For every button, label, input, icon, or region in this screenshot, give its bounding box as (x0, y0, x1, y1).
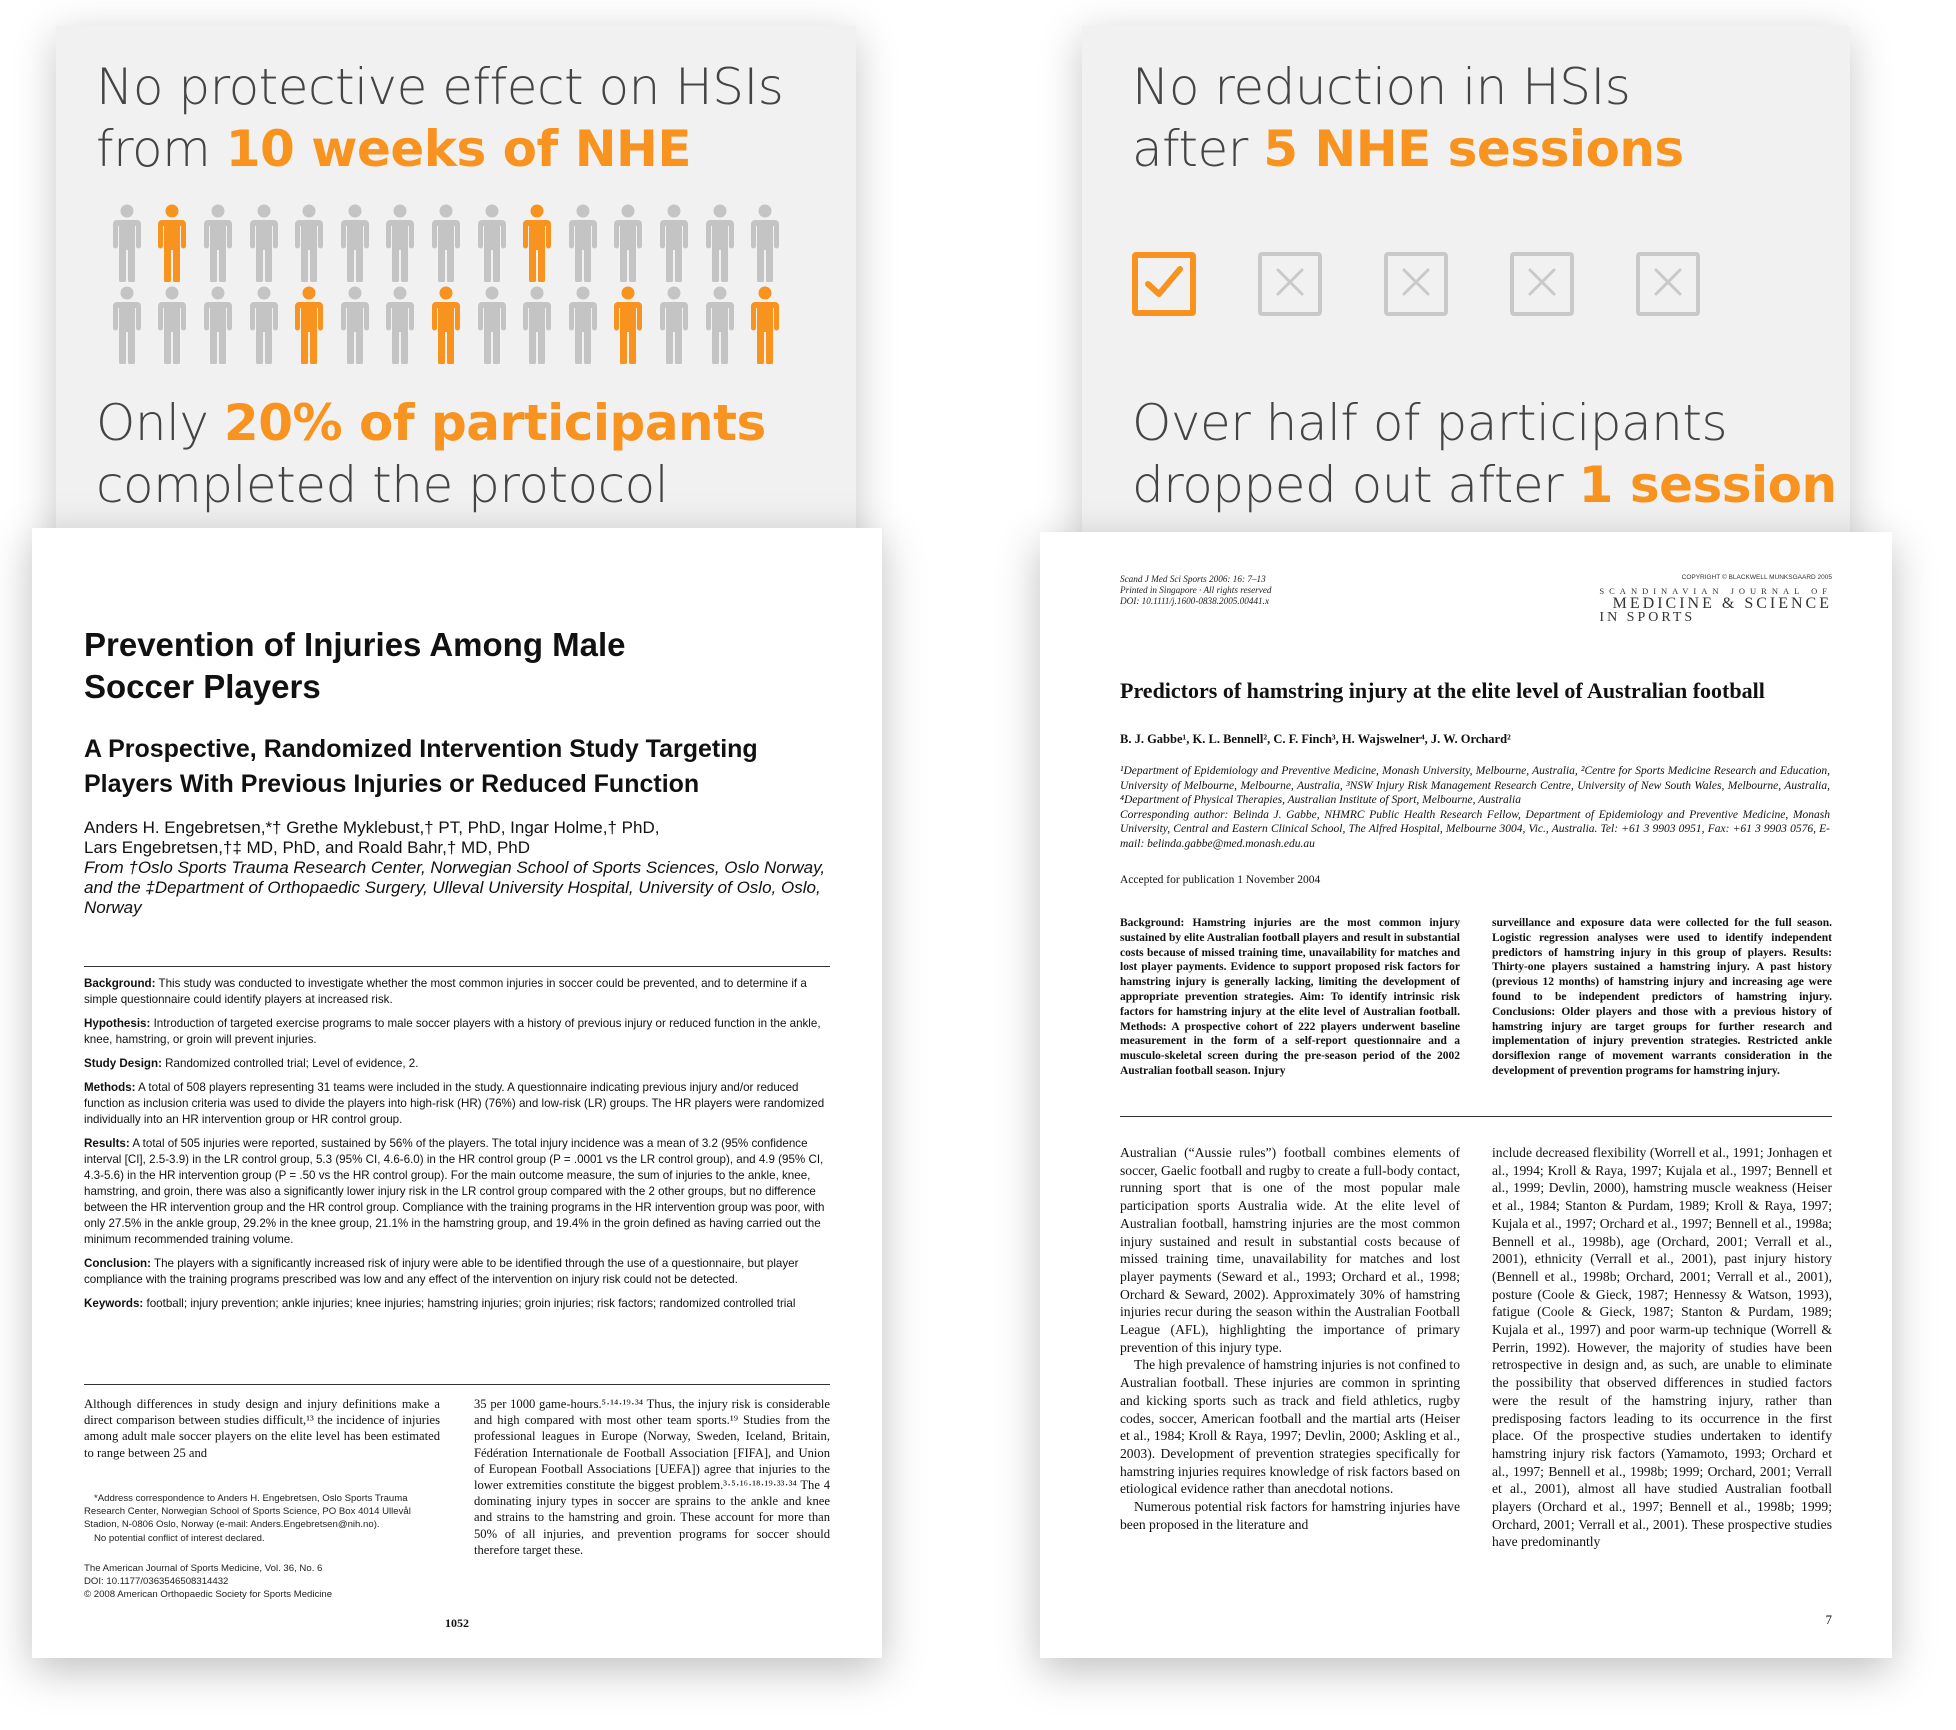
person-icon (514, 286, 560, 366)
person-icon (378, 204, 424, 284)
journal-line3: DOI: 10.1111/j.1600-0838.2005.00441.x (1120, 596, 1270, 606)
logo-line3: IN SPORTS (1599, 610, 1696, 625)
person-icon (104, 204, 150, 284)
left-headline-line2 (96, 118, 783, 180)
abstract-text: Randomized controlled trial; Level of evidence, 2. (161, 1057, 419, 1070)
paper-predictors-hamstring (1040, 532, 1892, 1658)
person-icon (195, 286, 241, 366)
cross-icon (1648, 262, 1688, 307)
journal-line2: Printed in Singapore · All rights reserved (1120, 585, 1272, 595)
corresponding-author: Corresponding author: Belinda J. Gabbe, NHMRC Public Health Research Fellow, Department of Epidemiology and Preventive Medicine, Monash University, Central and Eastern Clinical School, The Alfred Hospital, Melbourne 3004, Vic., Australia. Tel: +61 3 9903 0951, Fax: +61 3 9903 0576, E-mail: belinda.gabbe@med.monash.edu.au (1120, 808, 1830, 850)
person-icon (606, 204, 652, 284)
paper-left-page-number: 1052 (445, 1616, 469, 1630)
right-sub-line1: Over half of participants (1132, 394, 1727, 452)
paper-right-abstract-col1: Background: Hamstring injuries are the most common injury sustained by elite Australian football players and result in substantial costs because of missed training time, unavailability for matches and lost player payments. Evidence to support proposed risk factors for hamstring injury is generally lacking, limiting the development of appropriate prevention strategies. Aim: To identify intrinsic risk factors for hamstring injury at the elite level of Australian football. Methods: A prospective cohort of 222 players underwent baseline measurement in the form of a self-report questionnaire and a musculo-skeletal screen during the pre-season period of the 2002 Australian football season. Injury (1120, 917, 1460, 1077)
body-col1-para1: Australian (“Aussie rules”) football combines elements of soccer, Gaelic football and rugby to create a full-body contact, running sport that is one of the most popular male participation sports Australia wide. At the elite level of Australian football, hamstring injuries are the most common injury sustained and result in substantial costs because of missed training time, unavailability for matches and lost player payments (Seward et al., 1993; Orchard et al., 1998; Orchard & Seward, 2002). Approximately 30% of hamstring injuries recur during the season within the Australian Football League (AFL), highlighting the importance of primary prevention of this injury type. (1120, 1145, 1460, 1355)
paper-left-footnote: *Address correspondence to Anders H. Engebretsen, Oslo Sports Trauma Research Center, Norwegian School of Sports Science, PO Box 4014 Ullevål Stadion, N-0806 Oslo, Norway (e-mail: Anders.Engebretsen@nih.no). (84, 1493, 411, 1530)
paper-left-authors (84, 818, 844, 918)
abstract-text: A total of 505 injuries were reported, sustained by 56% of the players. The total injury incidence was a mean of 3.2 (95% confidence interval [CI], 2.5-3.9) in the LR control group, 5.3 (95% CI, 4.6-6.0) in the HR control group (P = .0001 vs the LR control group), and 4.9 (95% CI, 4.3-5.6) in the HR intervention group (P = .50 vs the HR control group). For the main outcome measure, the sum of injuries to the ankle, knee, hamstring, and groin, there was also a significantly lower injury risk in the LR control group compared with the 2 other groups, but no difference between the HR intervention group and the HR control group. Compliance with the training programs in the HR intervention group was poor, with only 27.5% in the ankle group, 29.2% in the knee group, 21.1% in the hamstring group, and 19.4% in the groin defined as having carried out the minimum recommended training volume. (84, 1137, 825, 1246)
person-icon (469, 286, 515, 366)
paper-right-abstract-col2: surveillance and exposure data were collected for the full season. Logistic regression analyses were used to identify independent predictors of hamstring injury in this group of players. Results: Thirty-one players sustained a hamstring injury. A past history (previous 12 months) of hamstring injury and increasing age were found to be independent predictors of hamstring injury. Conclusions: Older players and those with a previous history of hamstring injury are target groups for further research and implementation of injury prevention strategies. Restricted ankle dorsiflexion range of movement warrants consideration in the development of prevention programs for hamstring injury. (1492, 917, 1832, 1077)
paper-left-citation (84, 1562, 440, 1601)
person-icon-highlighted (514, 204, 560, 284)
paper-left-footnote2: No potential conflict of interest declared. (94, 1533, 265, 1544)
citation-copyright: © 2008 American Orthopaedic Society for Sports Medicine (84, 1589, 333, 1600)
abstract-text: football; injury prevention; ankle injuries; knee injuries; hamstring injuries; groin injuries; risk factors; randomized controlled trial (143, 1297, 796, 1310)
person-icon-highlighted (742, 286, 788, 366)
cross-icon (1522, 262, 1562, 307)
paper-right-journal-info (1120, 574, 1272, 607)
person-icon (697, 204, 743, 284)
paper-left-authors-line1: Anders H. Engebretsen,*† Grethe Myklebust,† PT, PhD, Ingar Holme,† PhD, (84, 818, 660, 837)
right-headline (1132, 56, 1684, 180)
person-icon (104, 286, 150, 366)
person-icon (378, 286, 424, 366)
abstract-paragraph (84, 1056, 832, 1072)
right-subtext (1132, 392, 1837, 516)
abstract-paragraph (84, 1080, 832, 1128)
paper-left-subtitle: A Prospective, Randomized Intervention Study Targeting Players With Previous Injuries or Reduced Function (84, 735, 758, 798)
paper-left-body-col1: Although differences in study design and injury definitions make a direct comparison between studies difficult,¹³ the incidence of injuries among adult male soccer players on the elite level has been estimated to range between 25 and (84, 1397, 440, 1460)
paper-right-copyright: COPYRIGHT © BLACKWELL MUNKSGAARD 2005 (1681, 574, 1832, 581)
person-icon-highlighted (286, 286, 332, 366)
cross-icon (1270, 262, 1310, 307)
session-missed-box (1510, 252, 1574, 316)
person-icon (423, 204, 469, 284)
person-icon (332, 204, 378, 284)
session-completed-box (1132, 252, 1196, 316)
checkmark-icon (1141, 259, 1187, 310)
paper-right-body-col2: include decreased flexibility (Worrell et al., 1991; Jonhagen et al., 1994; Kroll & Raya, 1997; Kujala et al., 1997; Bennell et al., 1999; Devlin, 2000), hamstring muscle weakness (Heiser et al., 1984; Stanton & Purdam, 1989; Kroll & Raya, 1997; Kujala et al., 1997; Orchard et al., 1997; Bennell et al., 1998a; Bennell et al., 1998b), age (Orchard, 2001; Verrall et al., 2001), ethnicity (Verrall et al., 2001), past injury history (Bennell et al., 1998b; Orchard, 2001; Verrall et al., 2001), posture (Coole & Gieck, 1987; Hennessy & Watson, 1993), fatigue (Coole & Gieck, 1987; Stanton & Purdam, 1989; Kujala et al., 1997) and poor warm-up technique (Worrell & Perrin, 1992). However, the majority of studies have been retrospective in design and, as such, are unable to eliminate the possibility that observed differences in studied factors were the result of the hamstring injury, rather than predisposing factors leading to its occurrence in the first place. Of the prospective studies undertaken to identify hamstring injury risk factors (Yamamoto, 1993; Orchard et al., 1997; Bennell et al., 1998b; 1999; Orchard, 2001; Verrall et al., 2001), almost all have studied Australian football players (Orchard et al., 1997; Bennell et al., 1998b; 1999; Orchard, 2001; Verrall et al., 2001). These prospective studies have predominantly (1492, 1145, 1832, 1550)
person-icon-highlighted (606, 286, 652, 366)
person-icon (195, 204, 241, 284)
paper-right-accepted: Accepted for publication 1 November 2004 (1120, 874, 1321, 886)
person-icon-highlighted (150, 204, 196, 284)
paper-right-body-col1 (1120, 1144, 1460, 1533)
abstract-label: Methods: (84, 1081, 136, 1094)
paper-right-page-number: 7 (1825, 1612, 1832, 1627)
abstract-text: A total of 508 players representing 31 teams were included in the study. A questionnaire indicating previous injury and/or reduced function as inclusion criteria was used to divide the players into high-risk (HR) (76%) and low-risk (LR) groups. The HR players were randomized individually into an HR intervention group or HR control group. (84, 1081, 825, 1126)
paper-left-title: Prevention of Injuries Among Male Soccer Players (84, 626, 626, 705)
abstract-paragraph (84, 1256, 832, 1288)
abstract-top-rule (84, 966, 830, 967)
session-missed-box (1258, 252, 1322, 316)
left-headline-line1: No protective effect on HSIs (96, 58, 784, 116)
right-headline-line1: No reduction in HSIs (1132, 58, 1631, 116)
journal-line1: Scand J Med Sci Sports 2006: 16: 7–13 (1120, 574, 1266, 584)
person-icon (332, 286, 378, 366)
right-headline-accent: 5 NHE sessions (1263, 120, 1684, 178)
right-sub-prefix: dropped out after (1132, 456, 1579, 514)
paper-left-authors-line2: Lars Engebretsen,†‡ MD, PhD, and Roald Bahr,† MD, PhD (84, 838, 531, 857)
abstract-paragraph (84, 1136, 832, 1248)
people-row-2 (104, 286, 788, 366)
left-sub-prefix: Only (96, 394, 224, 452)
person-icon (150, 286, 196, 366)
abstract-text: Introduction of targeted exercise programs to male soccer players with a history of previous injury or reduced function in the ankle, knee, hamstring, or groin will prevent injuries. (84, 1017, 821, 1046)
abstract-label: Hypothesis: (84, 1017, 151, 1030)
left-headline-accent: 10 weeks of NHE (225, 120, 692, 178)
abstract-label: Keywords: (84, 1297, 144, 1310)
abstract-paragraph (84, 1016, 832, 1048)
paper-left-abstract (84, 976, 832, 1320)
person-icon (241, 204, 287, 284)
paper-prevention-of-injuries (32, 528, 882, 1658)
affiliation-text: ¹Department of Epidemiology and Preventive Medicine, Monash University, Melbourne, Australia, ²Centre for Sports Medicine Research and Education, University of Melbourne, Melbourne, Australia, ³NSW Injury Risk Management Research Centre, University of New South Wales, Melbourne, Australia, ⁴Department of Physical Therapies, Australian Institute of Sport, Melbourne, Australia (1120, 765, 1830, 807)
right-sub-line2 (1132, 454, 1837, 516)
right-headline-line2 (1132, 118, 1684, 180)
right-headline-prefix: after (1132, 120, 1264, 178)
left-sub-accent: 20% of participants (223, 394, 766, 452)
person-icon-highlighted (423, 286, 469, 366)
paper-left-body-col2: 35 per 1000 game-hours.⁵·¹⁴·¹⁹·³⁴ Thus, the injury risk is considerable and high compared with most other team sports.¹⁹ Studies from the professional leagues in Europe (Norway, Sweden, Iceland, Britain, Fédération Internationale de Football Association [FIFA], and Union of European Football Associations [UEFA]) agree that injuries to the lower extremities constitute the biggest problem.³·⁵·¹⁶·¹⁸·¹⁹·³³·³⁴ The 4 dominating injury types in soccer are sprains to the ankle and knee and strains to the hamstring and groin. These account for more than 50% of all injuries, and prevention programs for soccer should therefore target these. (474, 1397, 830, 1557)
cross-icon (1396, 262, 1436, 307)
session-missed-box (1636, 252, 1700, 316)
person-icon (286, 204, 332, 284)
paper-right-affiliation (1120, 764, 1830, 852)
paper-left-affiliation: From †Oslo Sports Trauma Research Center, Norwegian School of Sports Sciences, Oslo Norway, and the ‡Department of Orthopaedic Surgery, Ulleval University Hospital, University of Oslo, Oslo, Norway (84, 858, 826, 917)
abstract-rule (1120, 1116, 1832, 1117)
body-col1-para3: Numerous potential risk factors for hamstring injuries have been proposed in the literature and (1120, 1499, 1460, 1532)
infographic-card-nhe-sessions (1082, 26, 1850, 546)
body-col1-para2: The high prevalence of hamstring injuries is not confined to Australian football. These injuries are common in sprinting and kicking sports such as track and field athletics, rugby codes, soccer, American football and the martial arts (Heiser et al., 1984; Kroll & Raya, 1997; Devlin, 2000; Askling et al., 2003). Development of prevention strategies specifically for hamstring injuries requires knowledge of risk factors based on etiological evidence rather than anecdotal notions. (1120, 1357, 1460, 1497)
left-sub-line2: completed the protocol (96, 456, 669, 514)
person-icon (697, 286, 743, 366)
left-sub-line1 (96, 392, 766, 454)
abstract-paragraph (84, 1296, 832, 1312)
abstract-text: This study was conducted to investigate whether the most common injuries in soccer could be prevented, and to determine if a simple questionnaire could identify players at increased risk. (84, 977, 807, 1006)
citation-journal: The American Journal of Sports Medicine, Vol. 36, No. 6 (84, 1563, 323, 1574)
session-boxes (1132, 252, 1700, 316)
abstract-text: The players with a significantly increased risk of injury were able to be identified through the use of a questionnaire, but player compliance with the training programs prescribed was low and any effect of the intervention on injury risk could not be detected. (84, 1257, 799, 1286)
person-icon (651, 204, 697, 284)
person-icon (469, 204, 515, 284)
left-subtext (96, 392, 766, 516)
people-row-1 (104, 204, 788, 284)
abstract-paragraph (84, 976, 832, 1008)
person-icon (560, 204, 606, 284)
right-sub-accent: 1 session (1578, 456, 1837, 514)
infographic-card-nhe-weeks (56, 26, 856, 546)
citation-doi: DOI: 10.1177/0363546508314432 (84, 1576, 229, 1587)
abstract-label: Study Design: (84, 1057, 162, 1070)
logo-line1: SCANDINAVIAN JOURNAL OF (1599, 586, 1832, 596)
abstract-label: Results: (84, 1137, 130, 1150)
logo-line2: MEDICINE & SCIENCE (1612, 595, 1832, 612)
person-icon (651, 286, 697, 366)
left-headline-prefix: from (96, 120, 226, 178)
person-icon (241, 286, 287, 366)
abstract-label: Conclusion: (84, 1257, 151, 1270)
abstract-label: Background: (84, 977, 156, 990)
session-missed-box (1384, 252, 1448, 316)
paper-right-title: Predictors of hamstring injury at the elite level of Australian football (1120, 678, 1765, 703)
person-icon (560, 286, 606, 366)
left-headline (96, 56, 783, 180)
abstract-bottom-rule (84, 1384, 830, 1385)
journal-logo (1599, 586, 1832, 624)
paper-right-authors: B. J. Gabbe¹, K. L. Bennell², C. F. Finch³, H. Wajswelner⁴, J. W. Orchard² (1120, 732, 1511, 746)
person-icon (742, 204, 788, 284)
